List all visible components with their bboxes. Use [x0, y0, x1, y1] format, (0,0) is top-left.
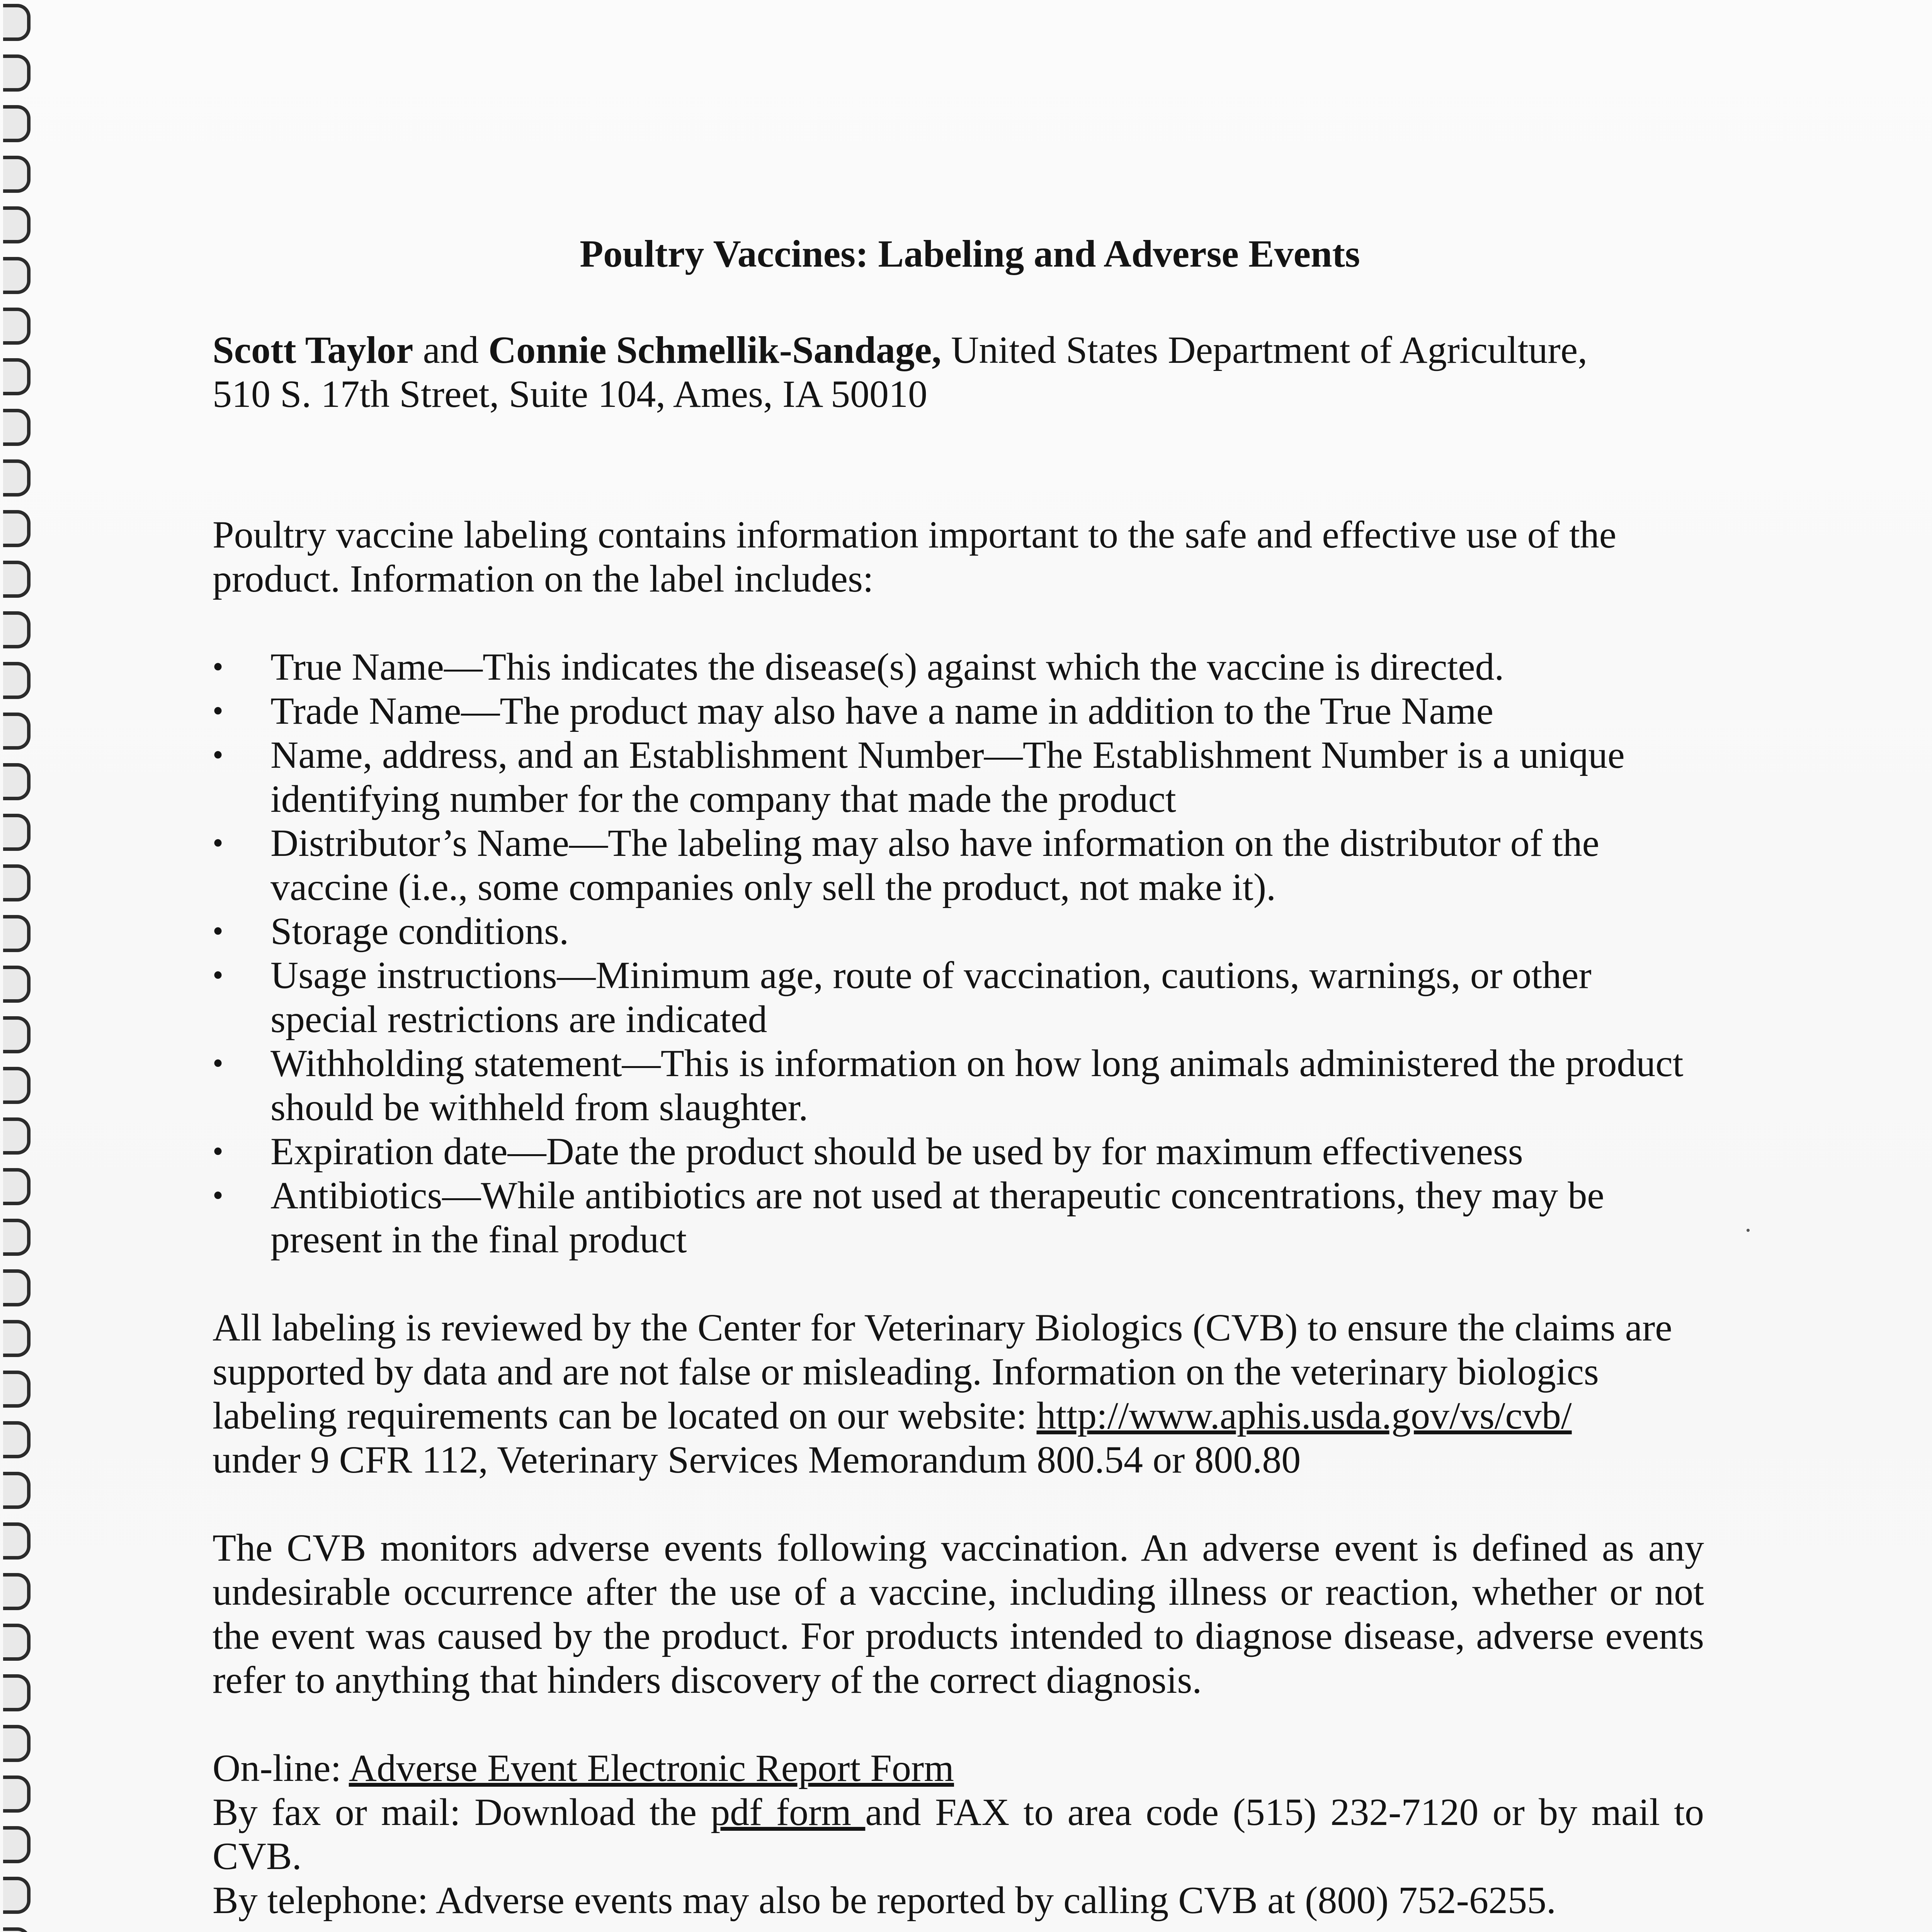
- binding-hole: [3, 1016, 31, 1053]
- pdf-form-link[interactable]: pdf form: [711, 1791, 866, 1833]
- list-item: • Name, address, and an Establishment Number—The Establishment Number is a unique identifying number for the company that made the product: [213, 733, 1704, 821]
- binding-hole: [3, 409, 31, 446]
- binding-hole: [3, 308, 31, 345]
- cvb-review-regulations: under 9 CFR 112, Veterinary Services Memorandum 800.54 or 800.80: [213, 1438, 1301, 1481]
- binding-hole: [3, 1927, 31, 1932]
- binding-hole: [3, 1776, 31, 1813]
- adverse-events-paragraph: The CVB monitors adverse events following vaccination. An adverse event is defined as any undesirable occurrence after the use of a vaccine, including illness or reaction, whether or not the event was caused by the product. For products intended to diagnose disease, adverse events refer to anything that hinders discovery of the correct diagnosis.: [213, 1526, 1704, 1701]
- binding-hole: [3, 611, 31, 648]
- list-item: • Usage instructions—Minimum age, route of vaccination, cautions, warnings, or other special restrictions are indicated: [213, 953, 1704, 1041]
- label-info-list: [213, 645, 1704, 1262]
- cvb-review-text: All labeling is reviewed by the Center for Veterinary Biologics (CVB) to ensure the claims are supported by data and are not false or misleading. Information on the veterinary biologics labeling requirements can be located on our website:: [213, 1306, 1672, 1437]
- binding-hole: [3, 1725, 31, 1762]
- cvb-review-paragraph: [213, 1306, 1704, 1482]
- reporting-block: [213, 1746, 1704, 1922]
- binding-hole: [3, 1320, 31, 1357]
- report-form-link[interactable]: Adverse Event Electronic Report Form: [349, 1747, 954, 1789]
- intro-paragraph: Poultry vaccine labeling contains information important to the safe and effective use of the product. Information on the label includes:: [213, 513, 1617, 600]
- document-title: Poultry Vaccines: Labeling and Adverse Events: [580, 232, 1360, 275]
- binding-hole: [3, 358, 31, 395]
- binding-hole: [3, 54, 31, 92]
- fax-text-after: and FAX to area code (515) 232-7120 or by mail to CVB.: [213, 1791, 1704, 1878]
- document-body: [213, 232, 1704, 1932]
- binding-hole: [3, 1573, 31, 1610]
- binding-hole: [3, 206, 31, 243]
- binding-hole: [3, 1624, 31, 1661]
- binding-hole: [3, 1472, 31, 1509]
- list-item: • Trade Name—The product may also have a name in addition to the True Name: [213, 689, 1704, 733]
- list-item: • True Name—This indicates the disease(s) against which the vaccine is directed.: [213, 645, 1704, 689]
- binding-hole: [3, 561, 31, 598]
- author-conjunction: and: [413, 328, 488, 371]
- binding-hole: [3, 1219, 31, 1256]
- binding-hole: [3, 864, 31, 901]
- binding-hole: [3, 1117, 31, 1155]
- binding-hole: [3, 257, 31, 294]
- online-label: On-line:: [213, 1747, 349, 1789]
- binding-hole: [3, 1877, 31, 1914]
- author-block: [213, 328, 1704, 416]
- binding-hole: [3, 1421, 31, 1458]
- binding-hole: [3, 1674, 31, 1711]
- author-name: Scott Taylor: [213, 328, 413, 371]
- binding-hole: [3, 1522, 31, 1560]
- binding-hole: [3, 459, 31, 497]
- list-item: • Distributor’s Name—The labeling may also have information on the distributor of the vaccine (i.e., some companies only sell the product, not make it).: [213, 821, 1704, 909]
- binding-hole: [3, 662, 31, 699]
- binding-hole: [3, 1371, 31, 1408]
- binding-hole: [3, 1826, 31, 1863]
- author-affiliation: United States Department of Agriculture,: [941, 328, 1588, 371]
- list-item: • Antibiotics—While antibiotics are not used at therapeutic concentrations, they may be present in the final product: [213, 1173, 1704, 1262]
- scan-speck: [1747, 1229, 1750, 1232]
- author-line: [213, 328, 1704, 372]
- binding-hole: [3, 105, 31, 142]
- binding-hole: [3, 915, 31, 952]
- author-name: Connie Schmellik-Sandage,: [488, 328, 942, 371]
- online-report-line: [213, 1746, 1704, 1790]
- binding-hole: [3, 1067, 31, 1104]
- binding-hole: [3, 1168, 31, 1205]
- phone-report-line: By telephone: Adverse events may also be reported by calling CVB at (800) 752-6255.: [213, 1879, 1556, 1922]
- binding-hole: [3, 814, 31, 851]
- binding-hole: [3, 510, 31, 547]
- binding-hole: [3, 1269, 31, 1306]
- fax-text: By fax or mail: Download the: [213, 1791, 711, 1833]
- author-address: 510 S. 17th Street, Suite 104, Ames, IA 50010: [213, 372, 927, 415]
- fax-report-line: [213, 1790, 1704, 1878]
- list-item: • Expiration date—Date the product should be used by for maximum effectiveness: [213, 1129, 1704, 1173]
- binding-hole: [3, 763, 31, 800]
- binding-hole: [3, 156, 31, 193]
- spiral-binding: [0, 0, 43, 1932]
- list-item: • Withholding statement—This is information on how long animals administered the product should be withheld from slaughter.: [213, 1041, 1704, 1129]
- binding-hole: [3, 966, 31, 1003]
- binding-hole: [3, 4, 31, 41]
- list-item: • Storage conditions.: [213, 909, 1704, 953]
- binding-hole: [3, 713, 31, 750]
- cvb-website-link[interactable]: http://www.aphis.usda.gov/vs/cvb/: [1036, 1394, 1572, 1437]
